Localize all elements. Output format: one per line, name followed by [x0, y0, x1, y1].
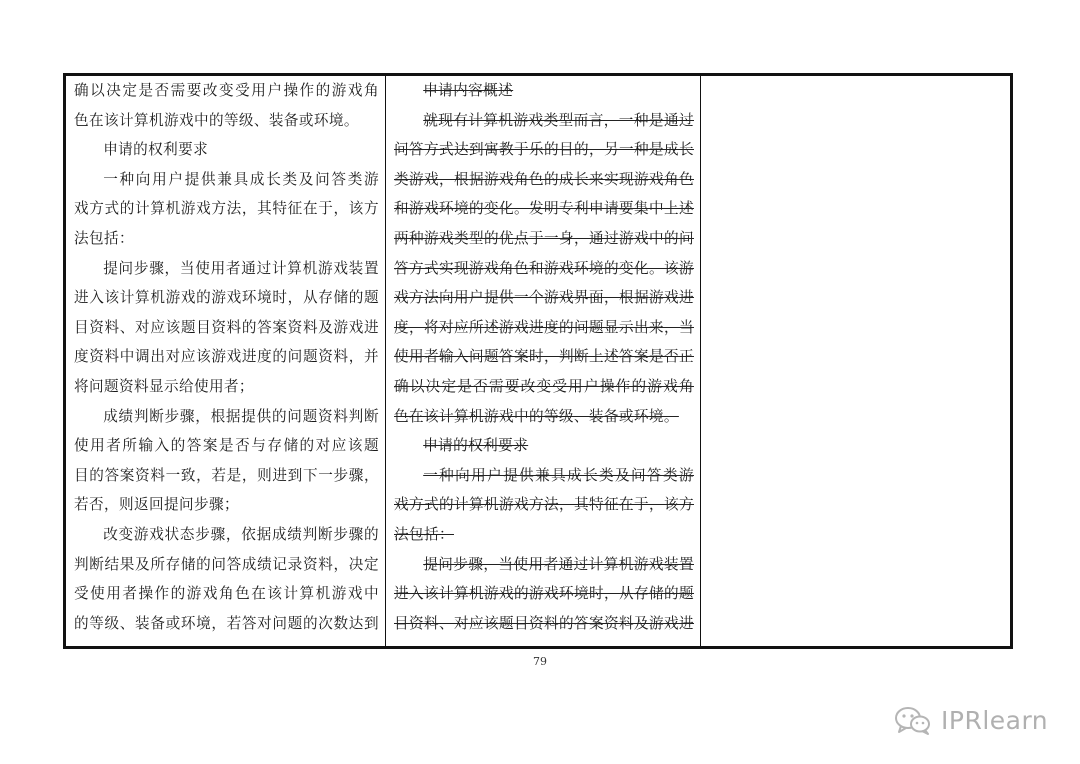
watermark-text: IPRlearn [941, 705, 1049, 735]
struck-text: 确以决定是否需要改变受用户操作的游戏角 [394, 377, 694, 395]
middle-column-struck [386, 76, 701, 646]
text-line [394, 520, 694, 550]
text-line [394, 402, 694, 432]
text-line: 受使用者操作的游戏角色在该计算机游戏中 [74, 585, 379, 603]
struck-text: 提问步骤，当使用者通过计算机游戏装置 [423, 555, 694, 573]
text-line [394, 283, 694, 313]
struck-text: 度，将对应所述游戏进度的问题显示出来，当 [394, 318, 694, 336]
text-line: 成绩判断步骤，根据提供的问题资料判断 [103, 407, 379, 425]
text-line: 申请的权利要求 [103, 141, 209, 159]
struck-text: 进入该计算机游戏的游戏环境时，从存储的题 [394, 585, 694, 603]
struck-text: 问答方式达到寓教于乐的目的，另一种是成长 [394, 141, 694, 159]
struck-text: 就现有计算机游戏类型而言，一种是通过 [423, 111, 694, 129]
text-line [394, 579, 694, 609]
text-line: 目资料、对应该题目资料的答案资料及游戏进 [74, 318, 379, 336]
struck-text: 戏方法向用户提供一个游戏界面，根据游戏进 [394, 289, 694, 307]
text-line: 提问步骤，当使用者通过计算机游戏装置 [103, 259, 379, 277]
text-line: 的等级、装备或环境，若答对问题的次数达到 [74, 614, 379, 632]
text-line [394, 550, 694, 580]
middle-column-text [386, 76, 700, 638]
text-line: 判断结果及所存储的问答成绩记录资料，决定 [74, 555, 379, 573]
text-line [394, 431, 694, 461]
text-line [394, 135, 694, 165]
text-line: 使用者所输入的答案是否与存储的对应该题 [74, 437, 379, 455]
text-line: 一种向用户提供兼具成长类及问答类游 [103, 170, 379, 188]
text-line [394, 342, 694, 372]
text-line [394, 372, 694, 402]
text-line [394, 609, 694, 639]
page-number: 79 [533, 655, 547, 668]
struck-text: 类游戏，根据游戏角色的成长来实现游戏角色 [394, 170, 694, 188]
struck-text: 色在该计算机游戏中的等级、装备或环境。 [394, 407, 679, 425]
text-line [394, 194, 694, 224]
text-line: 目的答案资料一致，若是，则进到下一步骤， [74, 466, 379, 484]
right-column-empty [701, 76, 1010, 646]
text-line [394, 313, 694, 343]
text-line [394, 224, 694, 254]
text-line: 确以决定是否需要改变受用户操作的游戏角 [74, 82, 379, 99]
struck-text: 戏方式的计算机游戏方法，其特征在于，该方 [394, 496, 694, 514]
text-line: 度资料中调出对应该游戏进度的问题资料，并 [74, 348, 379, 366]
struck-text: 法包括： [394, 525, 454, 543]
left-column-text [66, 76, 385, 638]
text-line: 进入该计算机游戏的游戏环境时，从存储的题 [74, 289, 379, 307]
text-line: 将问题资料显示给使用者； [74, 377, 254, 395]
struck-text: 一种向用户提供兼具成长类及问答类游 [423, 466, 694, 484]
struck-text: 和游戏环境的变化。发明专利申请要集中上述 [394, 200, 694, 218]
text-line [394, 165, 694, 195]
watermark [893, 700, 1048, 740]
struck-text: 申请的权利要求 [423, 437, 529, 455]
text-line [394, 254, 694, 284]
comparison-table [63, 73, 1013, 649]
left-column [66, 76, 386, 646]
text-line [394, 76, 694, 106]
text-line [394, 106, 694, 136]
text-line: 戏方式的计算机游戏方法，其特征在于，该方 [74, 200, 379, 218]
text-line [394, 490, 694, 520]
text-line [394, 461, 694, 491]
struck-text: 目资料、对应该题目资料的答案资料及游戏进 [394, 614, 694, 632]
wechat-icon [893, 705, 933, 735]
struck-text: 申请内容概述 [423, 82, 514, 99]
text-line: 色在该计算机游戏中的等级、装备或环境。 [74, 111, 359, 129]
struck-text: 答方式实现游戏角色和游戏环境的变化。该游 [394, 259, 694, 277]
struck-text: 使用者输入问题答案时，判断上述答案是否正 [394, 348, 694, 366]
struck-text: 两种游戏类型的优点于一身，通过游戏中的问 [394, 229, 694, 247]
text-line: 改变游戏状态步骤，依据成绩判断步骤的 [103, 525, 379, 543]
text-line: 法包括： [74, 229, 134, 247]
text-line: 若否，则返回提问步骤； [74, 496, 239, 514]
